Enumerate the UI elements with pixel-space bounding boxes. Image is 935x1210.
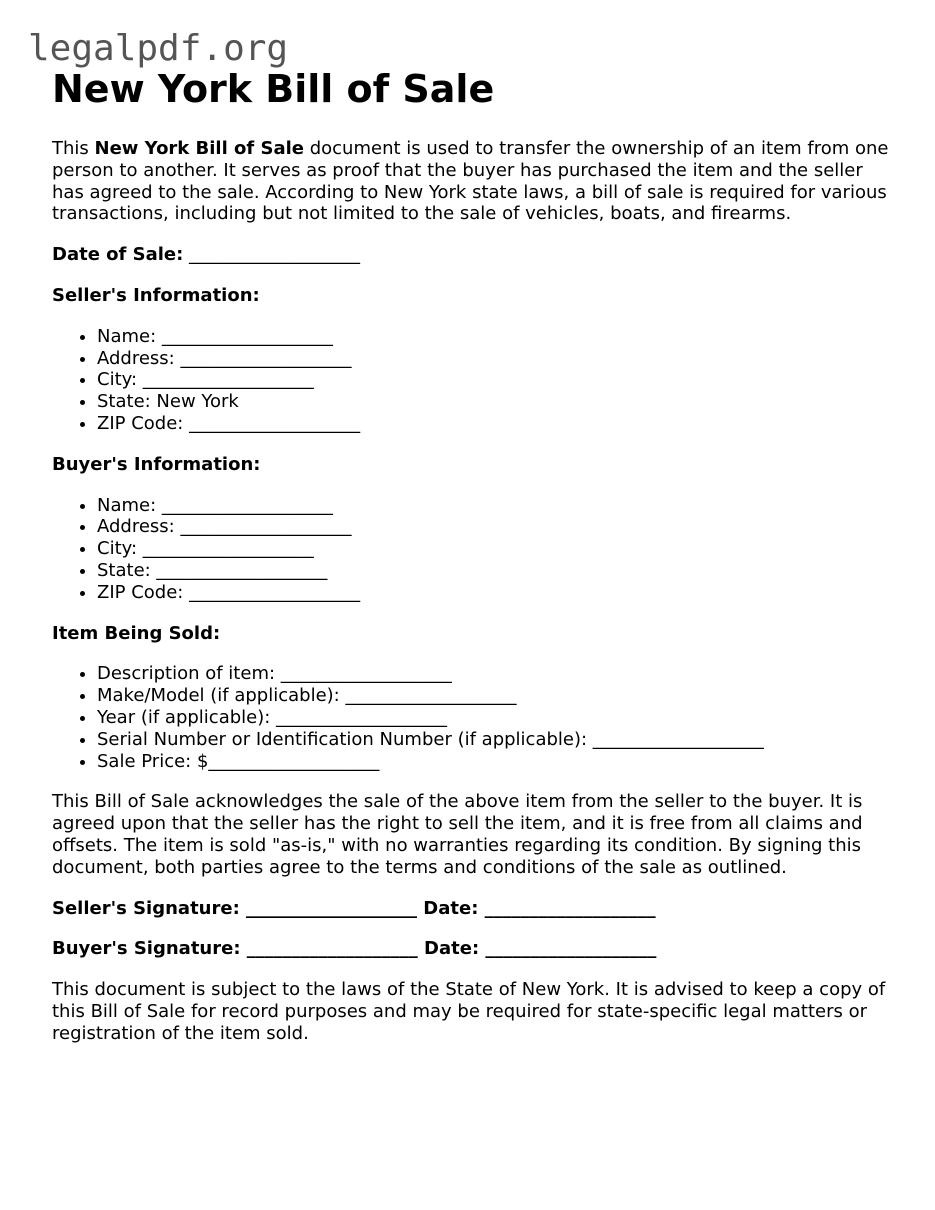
buyer-info-heading: Buyer's Information: [52, 453, 261, 475]
seller-info-heading: Seller's Information: [52, 284, 260, 306]
item-year-field: • Year (if applicable): ___________________ [97, 707, 892, 729]
buyer-info-list [52, 495, 892, 604]
item-sale-price-field: • Sale Price: $___________________ [97, 751, 892, 773]
closing-paragraph: This document is subject to the laws of the State of New York. It is advised to keep a copy of this Bill of Sale for record purposes and may be required for state-specific legal matters or registration of the item sold. [52, 979, 886, 1044]
buyer-city-field: • City: ___________________ [97, 538, 892, 560]
intro-bold-term: New York Bill of Sale [94, 138, 304, 159]
buyer-state-field: • State: ___________________ [97, 560, 892, 582]
item-list [52, 663, 892, 772]
date-of-sale-label: Date of Sale: [52, 244, 184, 266]
buyer-name-field: • Name: ___________________ [97, 495, 892, 517]
watermark-logo: legalpdf.org [28, 28, 289, 69]
seller-zip-field: • ZIP Code: ___________________ [97, 413, 892, 435]
item-make-model-field: • Make/Model (if applicable): ___________________ [97, 685, 892, 707]
item-serial-field: • Serial Number or Identification Number (if applicable): ___________________ [97, 729, 892, 751]
date-of-sale-field [52, 244, 892, 266]
document-title: New York Bill of Sale [52, 67, 495, 111]
intro-paragraph [52, 138, 892, 225]
seller-signature-line: Seller's Signature: ___________________ Date: ___________________ [52, 897, 656, 919]
buyer-zip-field: • ZIP Code: ___________________ [97, 582, 892, 604]
seller-name-field: • Name: ___________________ [97, 326, 892, 348]
seller-info-list [52, 326, 892, 435]
seller-city-field: • City: ___________________ [97, 369, 892, 391]
buyer-address-field: • Address: ___________________ [97, 516, 892, 538]
seller-address-field: • Address: ___________________ [97, 348, 892, 370]
date-of-sale-blank: ___________________ [183, 244, 361, 266]
item-heading: Item Being Sold: [52, 622, 221, 644]
intro-prefix: This [52, 138, 95, 159]
acknowledgement-paragraph: This Bill of Sale acknowledges the sale of the above item from the seller to the buyer. It is agreed upon that the seller has the right to sell the item, and it is free from all claims and offsets. The item is sold "as-is," with no warranties regarding its condition. By signing this document, both parties agree to the terms and conditions of the sale as outlined. [52, 791, 863, 878]
document-page [52, 66, 892, 1045]
item-description-field: • Description of item: ___________________ [97, 663, 892, 685]
seller-state-field: • State: New York [97, 391, 892, 413]
intro-rest: document is used to transfer the ownership of an item from one person to another. It serves as proof that the buyer has purchased the item and the seller has agreed to the sale. According to New York state laws, a bill of sale is required for various transactions, including but not limited to the sale of vehicles, boats, and firearms. [52, 138, 889, 225]
buyer-signature-line: Buyer's Signature: ___________________ Date: ___________________ [52, 938, 657, 960]
